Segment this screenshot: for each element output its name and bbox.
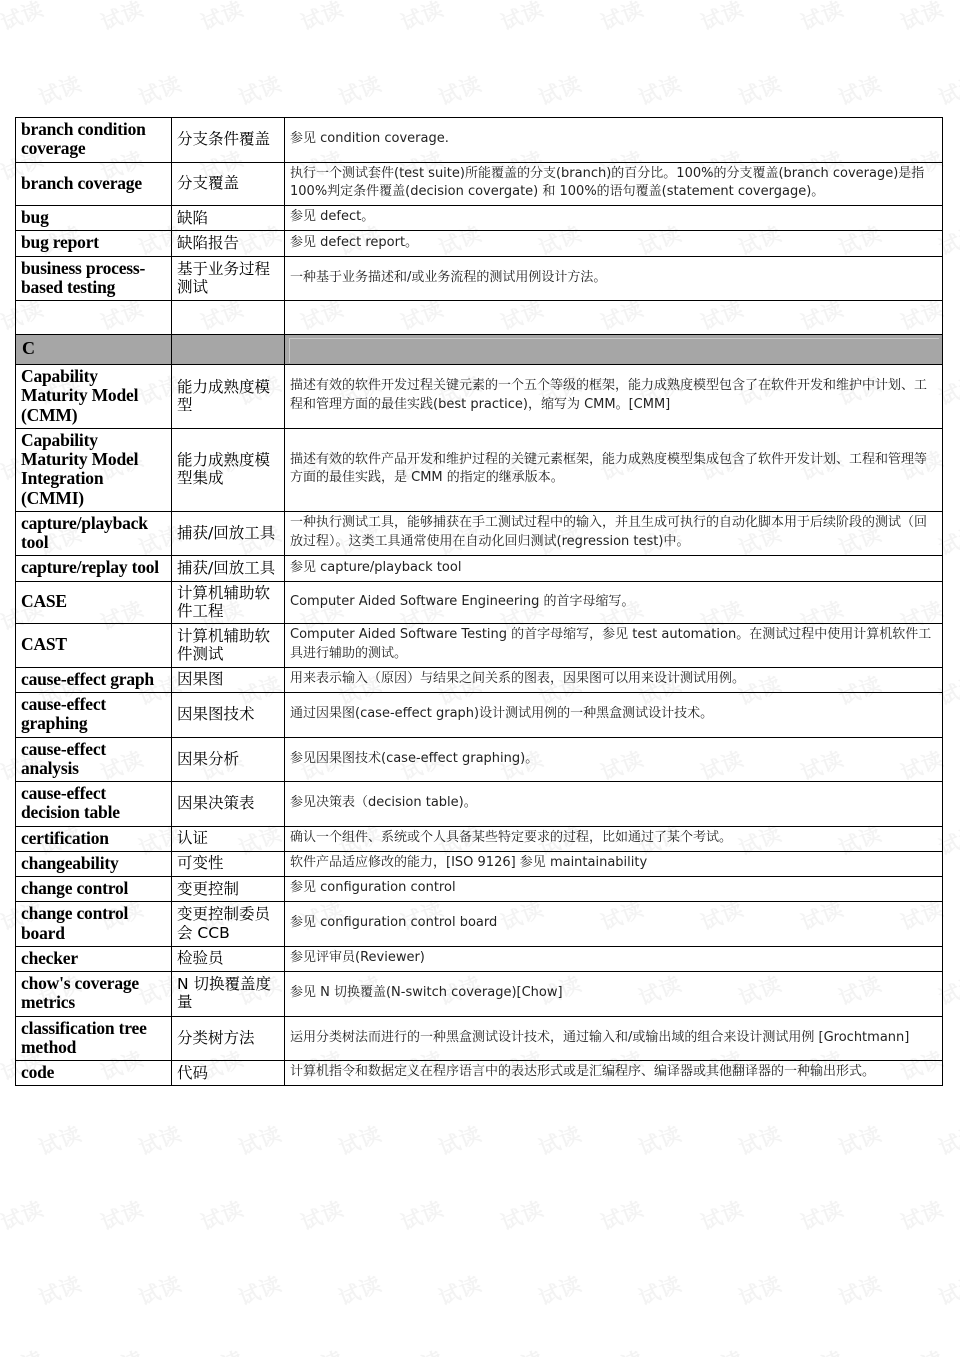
table-row — [16, 1016, 943, 1061]
table-row — [16, 162, 943, 206]
description-cell: 参见 condition coverage. — [285, 118, 943, 163]
chinese-term-cell: 可变性 — [172, 851, 285, 876]
table-row — [16, 902, 943, 947]
section-letter: C — [16, 335, 172, 365]
table-row — [16, 877, 943, 902]
description-cell: 软件产品适应修改的能力，[ISO 9126] 参见 maintainability — [285, 851, 943, 876]
chinese-term-cell: 计算机辅助软件测试 — [172, 624, 285, 668]
glossary-table — [15, 117, 943, 1086]
table-row — [16, 946, 943, 971]
chinese-term-cell: 因果图 — [172, 667, 285, 692]
description-cell: 一种执行测试工具，能够捕获在手工测试过程中的输入，并且生成可执行的自动化脚本用于后续阶段的测试（回放过程）。这类工具通常使用在自动化回归测试(regression test)中。 — [285, 511, 943, 556]
chinese-term-cell: 能力成熟度模型集成 — [172, 428, 285, 511]
table-row — [16, 556, 943, 581]
term-cell — [16, 301, 172, 335]
term-cell: branch coverage — [16, 162, 172, 206]
term-cell: chow's coverage metrics — [16, 972, 172, 1017]
chinese-term-cell: 捕获/回放工具 — [172, 556, 285, 581]
term-cell: change control — [16, 877, 172, 902]
chinese-term-cell: 能力成熟度模型 — [172, 365, 285, 429]
table-row — [16, 693, 943, 738]
table-row — [16, 782, 943, 827]
description-cell: 参见 capture/playback tool — [285, 556, 943, 581]
description-cell: 参见 defect。 — [285, 206, 943, 231]
term-cell: cause-effect graph — [16, 667, 172, 692]
chinese-term-cell: 捕获/回放工具 — [172, 511, 285, 556]
table-row — [16, 301, 943, 335]
chinese-term-cell: 变更控制委员会 CCB — [172, 902, 285, 947]
description-cell: Computer Aided Software Testing 的首字母缩写，参见 test automation。在测试过程中使用计算机软件工具进行辅助的测试。 — [285, 624, 943, 668]
table-row — [16, 335, 943, 365]
term-cell: capture/playback tool — [16, 511, 172, 556]
table-row — [16, 118, 943, 163]
chinese-term-cell: 分类树方法 — [172, 1016, 285, 1061]
term-cell: certification — [16, 826, 172, 851]
term-cell: Capability Maturity Model Integration (CMMI) — [16, 428, 172, 511]
description-cell: 参见因果图技术(case-effect graphing)。 — [285, 737, 943, 782]
description-cell: 参见 defect report。 — [285, 231, 943, 256]
description-cell: Computer Aided Software Engineering 的首字母缩写。 — [285, 581, 943, 624]
term-cell: cause-effect analysis — [16, 737, 172, 782]
chinese-term-cell: 分支条件覆盖 — [172, 118, 285, 163]
term-cell: cause-effect graphing — [16, 693, 172, 738]
description-cell: 描述有效的软件产品开发和维护过程的关键元素框架，能力成熟度模型集成包含了软件开发计划、工程和管理等方面的最佳实践，是 CMM 的指定的继承版本。 — [285, 428, 943, 511]
description-cell: 通过因果图(case-effect graph)设计测试用例的一种黑盒测试设计技术。 — [285, 693, 943, 738]
term-cell: capture/replay tool — [16, 556, 172, 581]
description-cell: 参见 N 切换覆盖(N-switch coverage)[Chow] — [285, 972, 943, 1017]
description-cell: 用来表示输入（原因）与结果之间关系的图表，因果图可以用来设计测试用例。 — [285, 667, 943, 692]
term-cell: bug — [16, 206, 172, 231]
description-cell: 参见 configuration control board — [285, 902, 943, 947]
chinese-term-cell — [172, 335, 285, 365]
table-row — [16, 256, 943, 301]
chinese-term-cell: 缺陷报告 — [172, 231, 285, 256]
chinese-term-cell — [172, 301, 285, 335]
chinese-term-cell: 代码 — [172, 1061, 285, 1086]
term-cell: code — [16, 1061, 172, 1086]
chinese-term-cell: 缺陷 — [172, 206, 285, 231]
term-cell: branch condition coverage — [16, 118, 172, 163]
table-row — [16, 206, 943, 231]
term-cell: checker — [16, 946, 172, 971]
description-cell: 描述有效的软件开发过程关键元素的一个五个等级的框架，能力成熟度模型包含了在软件开发和维护中计划、工程和管理方面的最佳实践(best practice)，缩写为 CMM。[CMM] — [285, 365, 943, 429]
description-cell: 参见 configuration control — [285, 877, 943, 902]
table-row — [16, 1061, 943, 1086]
term-cell: change control board — [16, 902, 172, 947]
table-row — [16, 511, 943, 556]
chinese-term-cell: 因果决策表 — [172, 782, 285, 827]
chinese-term-cell: 分支覆盖 — [172, 162, 285, 206]
table-row — [16, 231, 943, 256]
term-cell: Capability Maturity Model (CMM) — [16, 365, 172, 429]
table-row — [16, 624, 943, 668]
description-cell: 确认一个组件、系统或个人具备某些特定要求的过程，比如通过了某个考试。 — [285, 826, 943, 851]
term-cell: changeability — [16, 851, 172, 876]
chinese-term-cell: 变更控制 — [172, 877, 285, 902]
description-cell — [285, 301, 943, 335]
table-row — [16, 826, 943, 851]
description-cell: 参见决策表（decision table)。 — [285, 782, 943, 827]
term-cell: cause-effect decision table — [16, 782, 172, 827]
table-row — [16, 737, 943, 782]
chinese-term-cell: 因果分析 — [172, 737, 285, 782]
term-cell: business process-based testing — [16, 256, 172, 301]
term-cell: bug report — [16, 231, 172, 256]
description-cell: 执行一个测试套件(test suite)所能覆盖的分支(branch)的百分比。100%的分支覆盖(branch coverage)是指 100%判定条件覆盖(decision covergate) 和 100%的语句覆盖(statement covergage)。 — [285, 162, 943, 206]
table-row — [16, 581, 943, 624]
description-cell: 参见评审员(Reviewer) — [285, 946, 943, 971]
term-cell: CASE — [16, 581, 172, 624]
term-cell: classification tree method — [16, 1016, 172, 1061]
chinese-term-cell: N 切换覆盖度量 — [172, 972, 285, 1017]
chinese-term-cell: 检验员 — [172, 946, 285, 971]
table-row — [16, 428, 943, 511]
chinese-term-cell: 计算机辅助软件工程 — [172, 581, 285, 624]
glossary-table-body — [16, 118, 943, 1086]
table-row — [16, 972, 943, 1017]
description-cell: 一种基于业务描述和/或业务流程的测试用例设计方法。 — [285, 256, 943, 301]
table-row — [16, 365, 943, 429]
term-cell: CAST — [16, 624, 172, 668]
chinese-term-cell: 认证 — [172, 826, 285, 851]
chinese-term-cell: 因果图技术 — [172, 693, 285, 738]
description-cell: 运用分类树法而进行的一种黑盒测试设计技术，通过输入和/或输出域的组合来设计测试用例 [Grochtmann] — [285, 1016, 943, 1061]
description-cell — [285, 335, 943, 365]
chinese-term-cell: 基于业务过程测试 — [172, 256, 285, 301]
table-row — [16, 667, 943, 692]
table-row — [16, 851, 943, 876]
description-cell: 计算机指令和数据定义在程序语言中的表达形式或是汇编程序、编译器或其他翻译器的一种输出形式。 — [285, 1061, 943, 1086]
